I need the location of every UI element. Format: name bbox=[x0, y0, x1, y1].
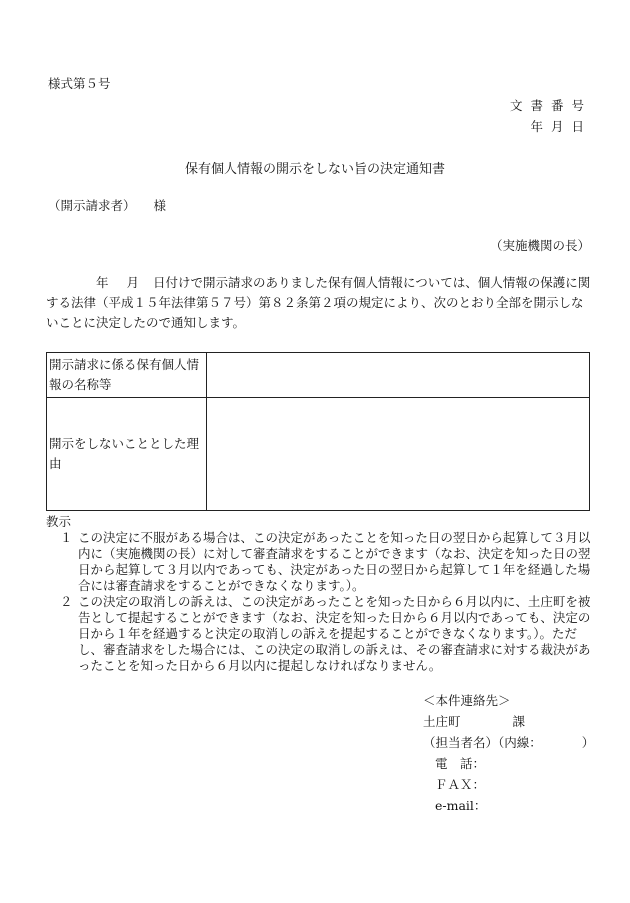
note-number: １ bbox=[60, 530, 73, 545]
contact-extension-label: （内線： bbox=[498, 735, 542, 750]
document-title: 保有個人情報の開示をしない旨の決定通知書 bbox=[184, 162, 445, 177]
contact-phone bbox=[423, 753, 594, 774]
note-number: ２ bbox=[60, 594, 73, 609]
sender-line: （実施機関の長） bbox=[489, 238, 590, 253]
contact-email bbox=[423, 795, 594, 816]
contact-heading: ＜本件連絡先＞ bbox=[423, 693, 511, 708]
body-month: 月 bbox=[126, 275, 140, 290]
note-text: この決定に不服がある場合は、この決定があったことを知った日の翌日から起算して３月以内に（実施機関の長）に対して審査請求をすることができます（なお、決定を知った日の翌日から起算して３月以内であっても、決定があった日の翌日から起算して１年を経過した場合には審査請求をすることができなくなります。）。 bbox=[78, 530, 591, 593]
table-row bbox=[47, 353, 590, 398]
notes-heading: 教示 bbox=[46, 514, 72, 529]
contact-fax-label: ＦＡＸ： bbox=[435, 777, 486, 792]
contact-fax bbox=[423, 774, 594, 795]
contact-email-label: e-mail： bbox=[435, 798, 487, 813]
contact-town: 土庄町 bbox=[423, 714, 461, 729]
table-label-info-name: 開示請求に係る保有個人情報の名称等 bbox=[47, 353, 207, 398]
note-item bbox=[60, 530, 596, 594]
info-table bbox=[46, 352, 590, 511]
contact-extension-close: ） bbox=[581, 735, 595, 750]
contact-section: 課 bbox=[512, 714, 526, 729]
addressee-honorific: 様 bbox=[153, 198, 167, 213]
addressee-line bbox=[48, 196, 166, 214]
note-item bbox=[60, 594, 596, 674]
form-number: 様式第５号 bbox=[48, 76, 111, 91]
table-value-reason bbox=[207, 398, 590, 511]
contact-person bbox=[423, 732, 594, 753]
note-text: この決定の取消しの訴えは、この決定があったことを知った日から６月以内に、土庄町を被告として提起することができます（なお、決定を知った日から６月以内であっても、決定の日から１年を経過すると決定の取消しの訴えを提起することができなくなります。）。ただし、審査請求をした場合には、この決定の取消しの訴えは、その審査請求に対する裁決があったことを知った日から６月以内に提起しなければなりません。 bbox=[78, 594, 591, 673]
contact-department bbox=[423, 711, 594, 732]
table-row bbox=[47, 398, 590, 511]
table-value-info-name bbox=[207, 353, 590, 398]
contact-block bbox=[423, 690, 594, 816]
document-number-label: 文書番号 bbox=[509, 98, 592, 113]
notice-body bbox=[46, 273, 594, 333]
document-date-label: 年月日 bbox=[530, 119, 592, 134]
contact-phone-label: 電 話： bbox=[435, 756, 486, 771]
contact-person-label: （担当者名） bbox=[423, 735, 499, 750]
body-text: 日付けで開示請求のありました保有個人情報については、個人情報の保護に関する法律（平成１５年法律第５７号）第８２条第２項の規定により、次のとおり全部を開示しないことに決定したので通知します。 bbox=[46, 275, 591, 330]
addressee-placeholder: （開示請求者） bbox=[48, 198, 136, 213]
table-label-reason: 開示をしないこととした理由 bbox=[47, 398, 207, 511]
body-year: 年 bbox=[96, 275, 109, 290]
